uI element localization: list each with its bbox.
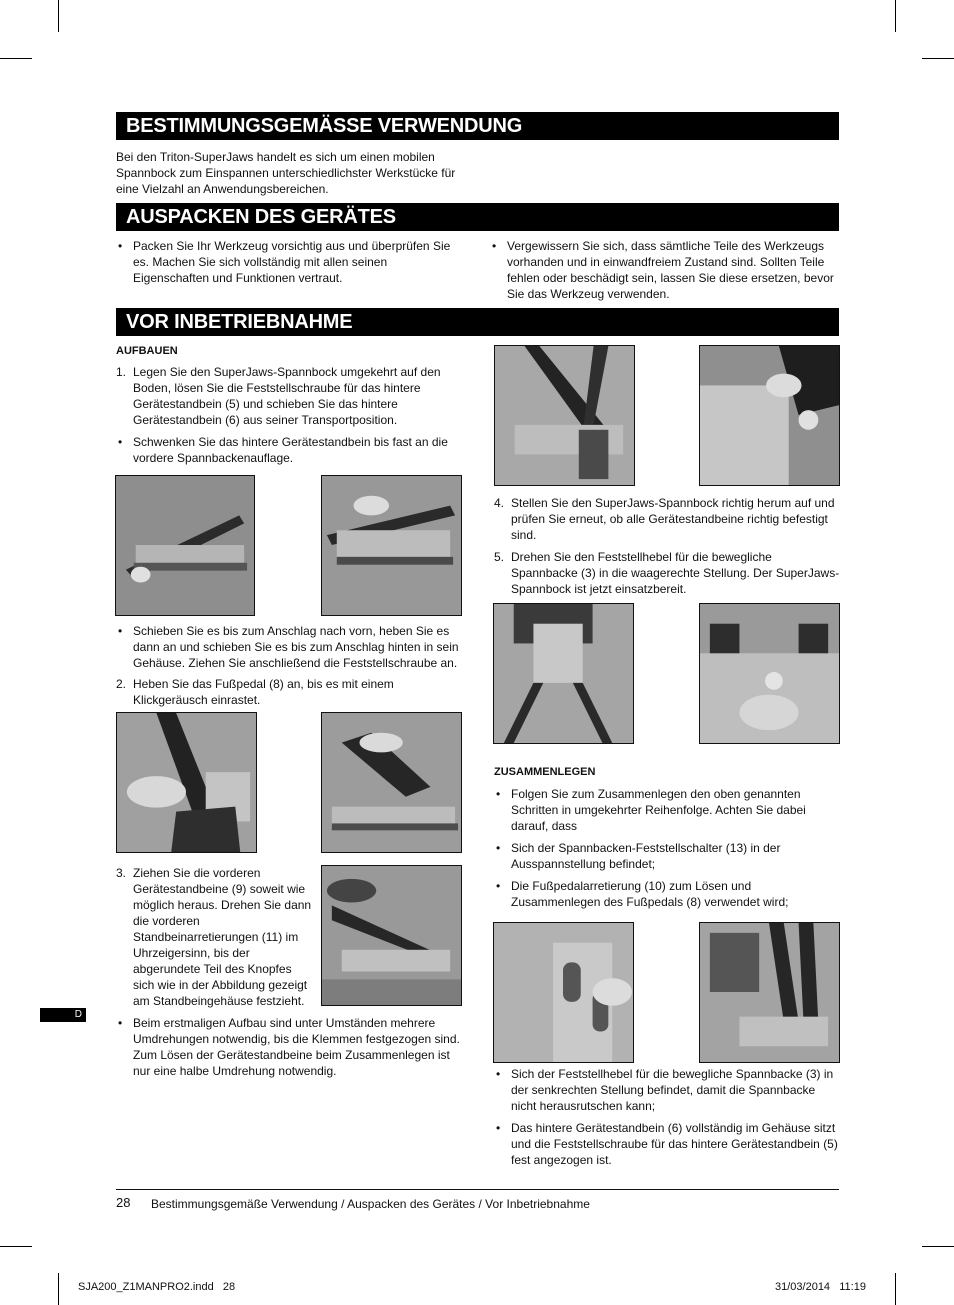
list-item: • Folgen Sie zum Zusammenlegen den oben genannten Schritten in umgekehrter Reihenfolge. Achten Sie dabei darauf, dass	[494, 786, 840, 834]
photo-foot-pedal-1	[116, 712, 257, 853]
list-item: • Die Fußpedalarretierung (10) zum Lösen und Zusammenlegen des Fußpedals (8) verwendet wird;	[494, 878, 840, 910]
slug-file: SJA200_Z1MANPRO2.indd 28	[78, 1281, 236, 1293]
step-list-1	[116, 364, 461, 434]
photo-upright-1	[494, 345, 635, 486]
page-number: 28	[116, 1195, 131, 1210]
step-text: Legen Sie den SuperJaws-Spannbock umgekehrt auf den Boden, lösen Sie die Feststellschraube für das hintere Gerätestandbein (5) und schieben Sie das hintere Gerätestandbein (6) aus seiner Transportposition.	[133, 365, 441, 427]
unpacking-list-right	[490, 238, 840, 308]
step-list-2	[116, 676, 461, 714]
subheading-fold: ZUSAMMENLEGEN	[494, 766, 596, 778]
crop-mark	[58, 1273, 59, 1305]
step-number: 1.	[116, 365, 127, 379]
step-number: 4.	[494, 496, 505, 510]
list-item	[116, 865, 316, 1009]
crop-mark	[0, 1246, 32, 1247]
section-title-intended-use: BESTIMMUNGSGEMÄSSE VERWENDUNG	[116, 112, 839, 140]
section-title-before-use: VOR INBETRIEBNAHME	[116, 308, 839, 336]
step-number: 3.	[116, 866, 127, 880]
step-list-3	[116, 865, 316, 1015]
list-item	[494, 495, 840, 543]
list-item: • Beim erstmaligen Aufbau sind unter Umständen mehrere Umdrehungen notwendig, bis die Klemmen festgezogen sind. Zum Lösen der Gerätestandbeine beim Zusammenlegen ist nur eine halbe Umdrehung notwendig.	[116, 1015, 461, 1079]
footer-rule	[116, 1189, 839, 1190]
list-item: • Vergewissern Sie sich, dass sämtliche Teile des Werkzeugs vorhanden und in einwandfreiem Zustand sind. Sollten Teile fehlen oder beschädigt sein, lassen Sie diese ersetzen, bevor Sie das Werkzeug verwenden.	[490, 238, 840, 302]
bullet-list-swing	[116, 434, 461, 472]
photo-ready-1	[493, 603, 634, 744]
step-list-4-5	[494, 495, 840, 603]
list-item: • Packen Sie Ihr Werkzeug vorsichtig aus und überprüfen Sie es. Machen Sie sich vollständig mit allen seinen Eigenschaften und Funktionen vertraut.	[116, 238, 466, 286]
step-text: Heben Sie das Fußpedal (8) an, bis es mit einem Klickgeräusch einrastet.	[133, 677, 394, 707]
subheading-setup: AUFBAUEN	[116, 345, 178, 357]
list-item	[116, 364, 461, 428]
list-item: • Schieben Sie es bis zum Anschlag nach vorn, heben Sie es dann an und schieben Sie es bis zum Anschlag hinten in sein Gehäuse. Ziehen Sie anschließend die Feststellschraube an.	[116, 623, 461, 671]
list-item: • Sich der Feststellhebel für die bewegliche Spannbacke (3) in der senkrechten Stellung befindet, damit die Spannbacke nicht herausrutschen kann;	[494, 1066, 840, 1114]
crop-mark	[922, 1246, 954, 1247]
bullet-list-push	[116, 623, 461, 677]
crop-mark	[58, 0, 59, 32]
step-number: 2.	[116, 677, 127, 691]
photo-leg-unfold-2	[321, 475, 462, 616]
photo-upright-2	[699, 345, 840, 486]
list-item: • Das hintere Gerätestandbein (6) vollständig im Gehäuse sitzt und die Feststellschraube für das hintere Gerätestandbein (5) fest angezogen ist.	[494, 1120, 840, 1168]
list-item	[116, 676, 461, 708]
photo-ready-2	[699, 603, 840, 744]
fold-list-top	[494, 786, 840, 916]
list-item	[494, 549, 840, 597]
crop-mark	[922, 58, 954, 59]
slug-date: 31/03/2014 11:19	[775, 1281, 866, 1293]
photo-foot-pedal-2	[321, 712, 462, 853]
language-tab: D	[40, 1008, 86, 1022]
crop-mark	[895, 0, 896, 32]
fold-list-bottom	[494, 1066, 840, 1174]
crop-mark	[895, 1273, 896, 1305]
intended-use-text: Bei den Triton-SuperJaws handelt es sich um einen mobilen Spannbock zum Einspannen unterschiedlichster Werkstücke für eine Vielzahl an Anwendungsbereichen.	[116, 150, 456, 196]
crop-mark	[0, 58, 32, 59]
photo-fold-2	[699, 922, 840, 1063]
photo-fold-1	[493, 922, 634, 1063]
step-number: 5.	[494, 550, 505, 564]
list-item: • Sich der Spannbacken-Feststellschalter (13) in der Ausspannstellung befindet;	[494, 840, 840, 872]
step-text: Stellen Sie den SuperJaws-Spannbock richtig herum auf und prüfen Sie erneut, ob alle Gerätestandbeine richtig befestigt sind.	[511, 496, 835, 542]
unpacking-list-left	[116, 238, 466, 292]
photo-leg-unfold-1	[115, 475, 255, 616]
photo-front-legs	[321, 865, 462, 1006]
footer-text: Bestimmungsgemäße Verwendung / Auspacken des Gerätes / Vor Inbetriebnahme	[151, 1197, 590, 1211]
step-text: Drehen Sie den Feststellhebel für die bewegliche Spannbacke (3) in die waagerechte Stellung. Der SuperJaws-Spannbock ist jetzt einsatzbereit.	[511, 550, 840, 596]
section-title-unpacking: AUSPACKEN DES GERÄTES	[116, 203, 839, 231]
bullet-list-first-setup	[116, 1015, 461, 1085]
step-text: Ziehen Sie die vorderen Gerätestandbeine (9) soweit wie möglich heraus. Drehen Sie dann die vorderen Standbeinarretierungen (11) im Uhrzeigersinn, bis der abgerundete Teil des Knopfes sich wie in der Abbildung gezeigt am Standbeingehäuse festzieht.	[133, 866, 312, 1008]
list-item: • Schwenken Sie das hintere Gerätestandbein bis fast an die vordere Spannbackenauflage.	[116, 434, 461, 466]
